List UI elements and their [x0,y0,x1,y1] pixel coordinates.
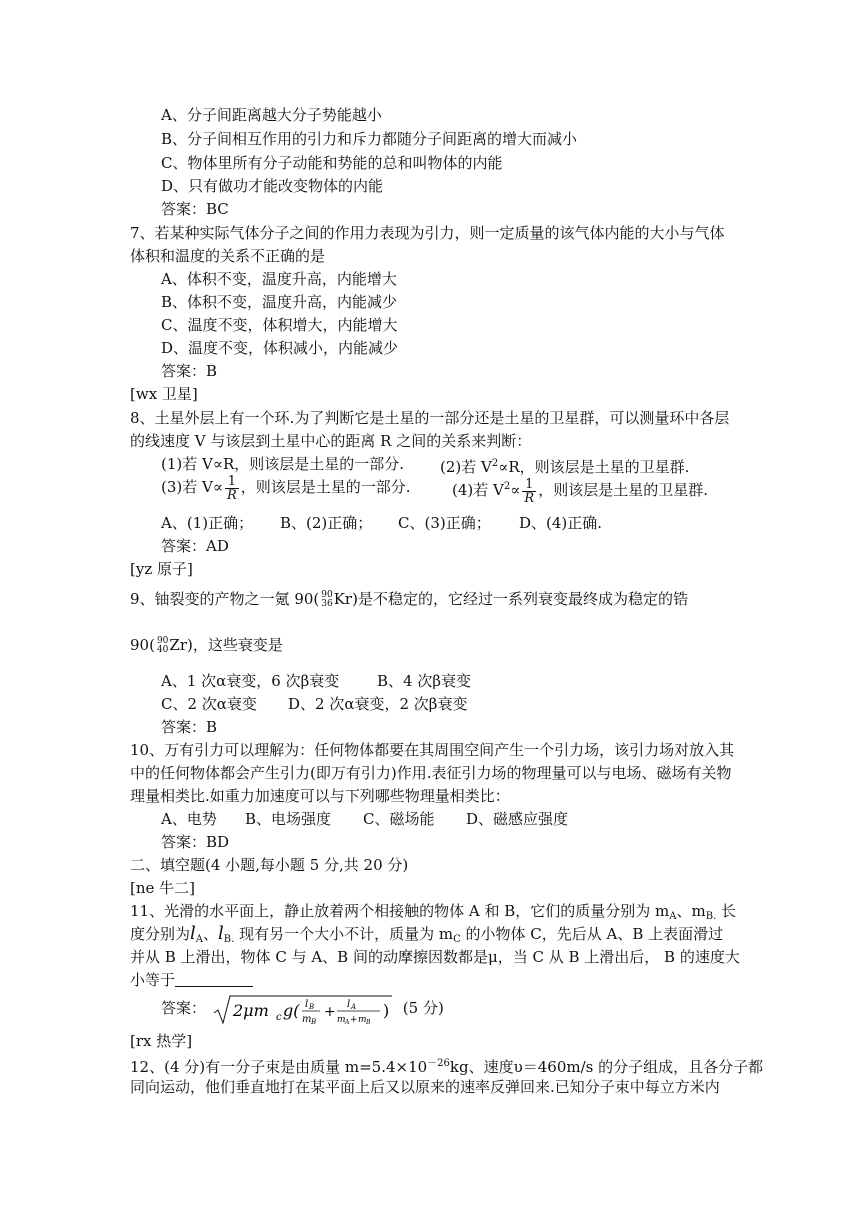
q10-stem-line3: 理量相类比.如重力加速度可以与下列哪些物理量相类比： [130,787,510,805]
q8-fraction-1-over-r: $\frac{1}{R}$ [227,473,237,503]
answer-blank[interactable] [175,972,253,987]
q12-stem-line2: 同向运动，他们垂直地打在某平面上后又以原来的速率反弹回来.已知分子束中每立方米内 [130,1078,720,1096]
q6-option-d: D、只有做功才能改变物体的内能 [161,177,384,195]
q7-option-c: C、温度不变，体积增大，内能增大 [161,316,398,334]
frac2-den-plus: + [350,1014,358,1025]
q8-option-d: D、(4)正确. [519,514,603,532]
q8-case-4: (4)若 $V^2\propto$ $\frac{1}{R}$ ，则该层是土星的卫星群. [452,476,708,506]
kr-nuclide-numbers: 90 36 [321,590,333,609]
zr-nuclide-numbers: 90 40 [156,636,169,655]
q9-stem-line2: 90( 90 40 Zr)，这些衰变是 [130,636,283,655]
tag-yz: [yz 原子] [130,560,193,578]
q7-answer: 答案：B [161,362,218,380]
frac2-num-sub: A [351,1002,357,1011]
frac1-num-l: l [305,998,309,1010]
q8-answer: 答案：AD [161,537,229,555]
tag-rx: [rx 热学] [130,1032,193,1050]
frac2-num-l: l [347,998,351,1010]
q9-stem-line1: 9、铀裂变的产物之一氪 90( 90 36 Kr)是不稳定的，它经过一系列衰变最终成为稳定的锆 [130,590,688,609]
q7-option-a: A、体积不变，温度升高，内能增大 [161,270,397,288]
q9-option-d: D、2 次α衰变，2 次β衰变 [288,695,468,713]
q6-option-a: A、分子间距离越大分子势能越小 [161,106,382,124]
q10-option-d: D、磁感应强度 [466,810,569,828]
frac1-num-sub: B [309,1002,315,1011]
q11-stem-line1: 11、光滑的水平面上，静止放着两个相接触的物体 A 和 B，它们的质量分别为 $m_A$、$m_{B.}$ 长 [130,902,737,922]
q9-option-a: A、1 次α衰变，6 次β衰变 [161,672,340,690]
tag-wx: [wx 卫星] [130,385,198,403]
q8-stem-line1: 8、土星外层上有一个环.为了判断它是土星的一部分还是土星的卫星群，可以测量环中各层 [130,409,730,427]
q11-stem-line4: 小等于 [130,969,253,991]
coef-text: 2μm [233,1000,269,1020]
q10-option-b: B、电场强度 [245,810,332,828]
q7-stem-line2: 体积和温度的关系不正确的是 [130,247,326,265]
q10-stem-line2: 中的任何物体都会产生引力(即万有引力)作用.表征引力场的物理量可以与电场、磁场有关物 [130,764,732,782]
q8-fraction-1-over-r-b: $\frac{1}{R}$ [524,476,535,506]
q10-stem-line1: 10、万有引力可以理解为：任何物体都要在其周围空间产生一个引力场，该引力场对放入其 [130,741,735,759]
q7-option-d: D、温度不变，体积减小，内能减少 [161,339,399,357]
q9-answer: 答案：B [161,718,218,736]
q6-option-b: B、分子间相互作用的引力和斥力都随分子间距离的增大而减小 [161,130,578,148]
frac1-den-m: m [302,1013,312,1025]
frac2-den-sub-a: A [345,1018,350,1026]
q7-option-b: B、体积不变，温度升高，内能减少 [161,293,398,311]
q10-answer: 答案：BD [161,833,230,851]
frac2-den-ma: m [337,1014,346,1025]
sqrt-formula-svg [212,993,394,1027]
q8-option-a: A、(1)正确； [161,514,254,532]
q8-case-1: (1)若 V∝R，则该层是土星的一部分. [161,455,405,473]
q11-stem-line3: 并从 B 上滑出，物体 C 与 A、B 间的动摩擦因数都是μ，当 C 从 B 上滑出后， B 的速度大 [130,948,740,966]
q9-option-b: B、4 次β衰变 [377,672,472,690]
q6-answer: 答案：BC [161,200,229,218]
q10-option-a: A、电势 [161,810,217,828]
q11-answer-formula [212,992,394,1027]
section-2-heading: 二、填空题(4 小题,每小题 5 分,共 20 分) [130,856,409,874]
q11-answer: 答案： 2μm c g( l B m B + l A m A + m B ) (5 分) [161,991,444,1027]
q8-case-2: (2)若 $V^2\propto R$，则该层是土星的卫星群. [440,458,690,476]
q6-option-c: C、物体里所有分子动能和势能的总和叫物体的内能 [161,154,503,172]
close-paren: ) [383,1000,390,1020]
tag-ne: [ne 牛二] [130,879,196,897]
q7-stem-line1: 7、若某种实际气体分子之间的作用力表现为引力，则一定质量的该气体内能的大小与气体 [130,224,725,242]
coef-sub-c: c [276,1011,282,1023]
q12-stem-line1: 12、(4 分)有一分子束是由质量 $m=5.4\times 10^{-26}kg$、速度υ＝460m/s 的分子组成，且各分子都 [130,1058,764,1076]
g-open-text: g( [283,1000,300,1020]
q8-option-b: B、(2)正确； [280,514,373,532]
q11-stem-line2: 度分别为$l_A$、$l_{B.}$ 现有另一个大小不计，质量为 $m_C$ 的小物体 C，先后从 A、B 上表面滑过 [130,923,724,945]
frac2-den-mb: m [358,1014,367,1025]
plus-text: + [324,1003,336,1020]
frac2-den-sub-b: B [366,1018,371,1026]
q10-option-c: C、磁场能 [363,810,435,828]
q8-case-3: (3)若 V∝ $\frac{1}{R}$ ，则该层是土星的一部分. [161,473,411,503]
frac1-den-sub: B [311,1017,317,1026]
q8-option-c: C、(3)正确； [398,514,491,532]
q9-option-c: C、2 次α衰变 [161,695,257,713]
q8-stem-line2: 的线速度 V 与该层到土星中心的距离 R 之间的关系来判断： [130,432,532,450]
